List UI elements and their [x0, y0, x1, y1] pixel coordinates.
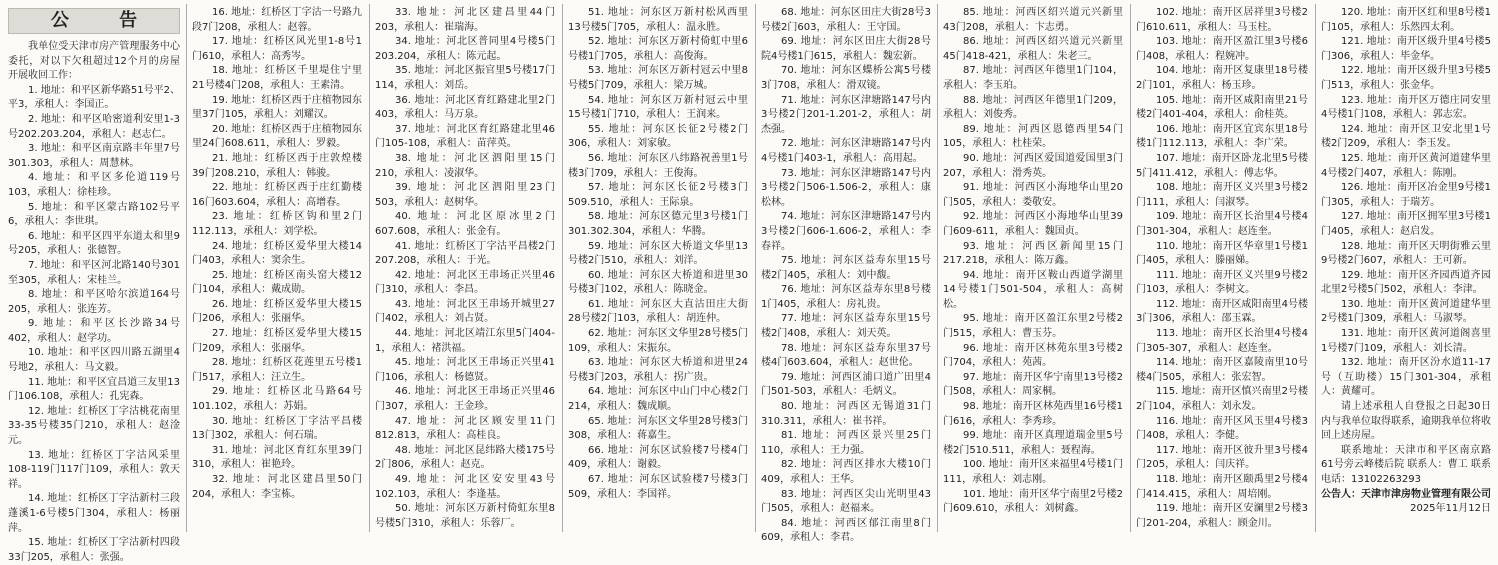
notice-entry: 128. 地址：南开区天明街雅云里9号楼2门607，承租人：王可新。 — [1321, 240, 1491, 267]
notice-entry: 94. 地址：南开区鞍山西道学湖里14号楼1门501-504，承租人：高树松。 — [943, 269, 1123, 310]
column-divider — [937, 4, 938, 532]
notice-entry: 24. 地址：红桥区爱华里大楼14门403，承租人：窦余生。 — [192, 240, 362, 267]
notice-entry: 59. 地址：河东区大桥道文华里13号楼2门510，承租人：刘洋。 — [568, 240, 748, 267]
notice-entry: 43. 地址：河北区王串场开城里27门402，承租人：刘占贤。 — [375, 298, 555, 325]
notice-entry: 54. 地址：河东区万新村冠云中里15号楼1门710，承租人：王润来。 — [568, 94, 748, 121]
notice-entry: 45. 地址：河北区王串场正兴里41门106，承租人：杨德贤。 — [375, 357, 555, 383]
notice-entry: 67. 地址：河东区试验楼7号楼3门509，承租人：李国祥。 — [568, 474, 748, 500]
notice-entry: 20. 地址：红桥区西于庄植物园东里24门608.611，承租人：罗毅。 — [192, 123, 362, 150]
notice-entry: 132. 地址：南开区汾水道11-17号（互助楼）15门301-304，承租人：黄耀可。 — [1321, 357, 1491, 398]
notice-entry: 80. 地址：河西区无锡道31门310.311，承租人：崔书祥。 — [761, 401, 931, 427]
notice-entry: 52. 地址：河东区万新村倚虹中里6号楼1门705，承租人：高俊海。 — [568, 36, 748, 62]
notice-entry: 74. 地址：河东区津塘路147号内3号楼2门606-1.606-2，承租人：李春祥。 — [761, 211, 931, 252]
column-6 — [943, 6, 1123, 532]
column-4 — [568, 6, 748, 532]
notice-entry: 57. 地址：河东区长征2号楼3门509.510，承租人：王际泉。 — [568, 182, 748, 208]
notice-entry: 30. 地址：红桥区丁字沽平昌楼13门302，承租人：何石瑞。 — [192, 415, 362, 442]
notice-entry: 84. 地址：河西区郁江南里8门609，承租人：李君。 — [761, 517, 931, 544]
column-divider — [369, 4, 370, 532]
notice-entry: 90. 地址：河西区爱国道爱国里3门207，承租人：滑秀英。 — [943, 152, 1123, 179]
notice-entry: 56. 地址：河东区八纬路祝善里1号楼3门709，承租人：王俊海。 — [568, 152, 748, 179]
notice-entry: 97. 地址：南开区华宁南里13号楼2门508，承租人：周家桐。 — [943, 371, 1123, 398]
notice-entry: 105. 地址：南开区咸阳南里21号楼2门401-404，承租人：俞桂英。 — [1136, 94, 1308, 121]
notice-entry: 78. 地址：河东区益寿东里37号楼4门603.604，承租人：赵世伦。 — [761, 342, 931, 369]
notice-entry: 71. 地址：河东区津塘路147号内3号楼2门201-1.201-2，承租人：胡杰强。 — [761, 94, 931, 135]
notice-entry: 65. 地址：河东区文华里28号楼3门308，承租人：蒋嘉生。 — [568, 415, 748, 442]
notice-entry: 44. 地址：河北区靖江东里5门404-1，承租人：褚洪福。 — [375, 328, 555, 354]
notice-entry: 83. 地址：河西区尖山光明里43门505，承租人：赵福来。 — [761, 488, 931, 515]
notice-entry: 66. 地址：河东区试验楼7号楼4门409，承租人：谢毅。 — [568, 444, 748, 471]
notice-entry: 50. 地址：河东区万新村倚虹东里8号楼5门310，承租人：乐蓉厂。 — [375, 503, 555, 529]
notice-entry: 70. 地址：河东区蝶桥公寓5号楼3门708，承租人：滑双镜。 — [761, 65, 931, 91]
notice-entry: 103. 地址：南开区盈江里3号楼6门408，承租人：程婉冲。 — [1136, 36, 1308, 62]
notice-entry: 58. 地址：河东区德元里3号楼1门301.302.304，承租人：华腾。 — [568, 211, 748, 237]
notice-entry: 51. 地址：河东区万新村松风西里13号楼5门705，承租人：温永胜。 — [568, 7, 748, 33]
notice-entry: 33. 地址：河北区建昌里44门203，承租人：崔瑞海。 — [375, 7, 555, 33]
notice-entry: 122. 地址：南开区级升里3号楼5门513，承租人：张金华。 — [1321, 65, 1491, 91]
notice-entry: 46. 地址：河北区王串场正兴里46门307，承租人：王金珍。 — [375, 386, 555, 413]
column-3 — [375, 6, 555, 532]
notice-entry: 27. 地址：红桥区爱华里大楼15门209，承租人：张丽华。 — [192, 328, 362, 354]
notice-entry: 115. 地址：南开区慎兴南里2号楼2门104，承租人：刘永发。 — [1136, 386, 1308, 413]
notice-entry: 123. 地址：南开区万德庄同安里4号楼1门108，承租人：郭志宏。 — [1321, 94, 1491, 121]
column-divider — [1315, 4, 1316, 532]
notice-entry: 7. 地址：和平区河北路140号301至305，承租人：宋桂兰。 — [8, 259, 180, 286]
column-divider — [755, 4, 756, 532]
notice-entry: 8. 地址：和平区哈尔滨道164号205，承租人：张连芳。 — [8, 289, 180, 315]
notice-entry: 96. 地址：南开区林苑东里3号楼2门704，承租人：苑茜。 — [943, 342, 1123, 369]
notice-entry: 85. 地址：河西区绍兴道元兴新里43门208，承租人：卞志勇。 — [943, 7, 1123, 33]
notice-entry: 16. 地址：红桥区丁字沽一号路九段7门208，承租人：赵蓉。 — [192, 7, 362, 33]
notice-entry: 42. 地址：河北区王串场正兴里46门310，承租人：李昌。 — [375, 269, 555, 296]
notice-entry: 121. 地址：南开区级升里4号楼5门306，承租人：毕金华。 — [1321, 36, 1491, 62]
notice-entry: 5. 地址：和平区蒙古路102号平6，承租人：李世琪。 — [8, 201, 180, 228]
notice-entry: 99. 地址：南开区真理道瑞金里5号楼2门510.511，承租人：聂程海。 — [943, 430, 1123, 456]
notice-entry: 35. 地址：河北区振官里5号楼17门114，承租人：刘岳。 — [375, 65, 555, 91]
notice-entry: 64. 地址：河东区中山门中心楼2门214，承租人：魏成顺。 — [568, 386, 748, 413]
notice-entry: 127. 地址：南开区拥军里3号楼1门405，承租人：赵启发。 — [1321, 211, 1491, 237]
notice-entry: 110. 地址：南开区华章里1号楼1门405，承租人：滕丽娣。 — [1136, 240, 1308, 267]
notice-entry: 120. 地址：南开区红和里8号楼1门105，承租人：乐然四太利。 — [1321, 7, 1491, 33]
column-1 — [8, 6, 180, 563]
notice-entry: 4. 地址：和平区多伦道119号103，承租人：徐桂珍。 — [8, 172, 180, 198]
notice-entry: 77. 地址：河东区益寿东里15号楼2门408，承租人：刘天英。 — [761, 313, 931, 340]
notice-entry: 76. 地址：河东区益寿东里8号楼1门405，承租人：房礼贵。 — [761, 284, 931, 310]
notice-entry: 47. 地址：河北区顾安里11门812.813，承租人：高桂良。 — [375, 415, 555, 442]
notice-entry: 29. 地址：红桥区北马路64号101.102，承租人：苏娟。 — [192, 386, 362, 413]
notice-entry: 125. 地址：南开区黄河道建华里4号楼2门407，承租人：陈刚。 — [1321, 152, 1491, 179]
notice-entry: 92. 地址：河西区小海地华山里39门609-611，承租人：魏国贞。 — [943, 211, 1123, 237]
notice-entry: 79. 地址：河西区浦口道广田里4门501-503，承租人：毛炳义。 — [761, 371, 931, 398]
notice-entry: 22. 地址：红桥区西于庄红勤楼16门603.604，承租人：高增春。 — [192, 182, 362, 208]
notice-entry: 111. 地址：南开区义兴里9号楼2门103，承租人：李树文。 — [1136, 269, 1308, 296]
notice-entry: 63. 地址：河东区大桥道和进里24号楼3门203，承租人：拐广贵。 — [568, 357, 748, 383]
column-2 — [192, 6, 362, 532]
notice-entry: 82. 地址：河西区排水大楼10门409，承租人：王华。 — [761, 459, 931, 485]
notice-entry: 91. 地址：河西区小海地华山里20门505，承租人：娄敬安。 — [943, 182, 1123, 208]
notice-entry: 40. 地址：河北区原冰里2门607.608，承租人：张金有。 — [375, 211, 555, 237]
notice-entry: 15. 地址：红桥区丁字沽新村四段33门205，承租人：张强。 — [8, 537, 180, 563]
notice-entry: 2. 地址：和平区哈密道利安里1-3号202.203.204，承租人：赵志仁。 — [8, 113, 180, 140]
notice-entry: 72. 地址：河东区津塘路147号内4号楼1门403-1，承租人：高用起。 — [761, 138, 931, 164]
notice-entry: 25. 地址：红桥区南头窑大楼12门104，承租人：戴成勋。 — [192, 269, 362, 296]
notice-entry: 1. 地址：和平区新华路51号平2、平3，承租人：李国正。 — [8, 84, 180, 111]
notice-entry: 124. 地址：南开区卫安北里1号楼2门209，承租人：李玉发。 — [1321, 123, 1491, 150]
notice-entry: 100. 地址：南开区来福里4号楼1门111，承租人：刘志刚。 — [943, 459, 1123, 485]
notice-entry: 117. 地址：南开区彼升里3号楼4门205，承租人：闫庆祥。 — [1136, 444, 1308, 471]
notice-entry: 101. 地址：南开区华宁南里2号楼2门609.610，承租人：刘树鑫。 — [943, 488, 1123, 515]
notice-entry: 26. 地址：红桥区爱华里大楼15门206，承租人：张丽华。 — [192, 298, 362, 325]
column-divider — [1130, 4, 1131, 532]
notice-entry: 36. 地址：河北区育红路建北里2门403，承租人：马万泉。 — [375, 94, 555, 121]
notice-entry: 9. 地址：和平区长沙路34号402，承租人：赵学功。 — [8, 318, 180, 344]
notice-entry: 61. 地址：河东区大直沽田庄大街28号楼2门103，承租人：胡连仲。 — [568, 298, 748, 325]
notice-title: 公 告 — [8, 8, 180, 34]
notice-entry: 53. 地址：河东区万新村冠云中里8号楼5门709，承租人：梁万城。 — [568, 65, 748, 91]
notice-entry: 104. 地址：南开区复康里18号楼2门101，承租人：杨玉珍。 — [1136, 65, 1308, 91]
notice-entry: 126. 地址：南开区冶金里9号楼1门305，承租人：于瑞芳。 — [1321, 182, 1491, 208]
notice-signature: 公告人：天津市津房物业管理有限公司 — [1321, 488, 1491, 500]
notice-entry: 23. 地址：红桥区钩和里2门112.113，承租人：刘学松。 — [192, 211, 362, 237]
notice-entry: 49. 地址：河北区安安里43号102.103，承租人：李逢基。 — [375, 474, 555, 500]
notice-entry: 116. 地址：南开区风玉里4号楼3门408，承租人：李健。 — [1136, 415, 1308, 442]
notice-entry: 113. 地址：南开区长治里4号楼4门305-307，承租人：赵连奎。 — [1136, 328, 1308, 354]
notice-entry: 41. 地址：红桥区丁字沽平昌楼2门207.208，承租人：于光。 — [375, 240, 555, 267]
notice-entry: 34. 地址：河北区普同里4号楼5门203.204，承租人：陈元起。 — [375, 36, 555, 62]
notice-entry: 81. 地址：河西区景兴里25门110，承租人：王力强。 — [761, 430, 931, 456]
notice-entry: 114. 地址：南开区嘉陵南里10号楼4门505，承租人：张宏智。 — [1136, 357, 1308, 383]
notice-entry: 86. 地址：河西区绍兴道元兴新里45门418-421，承租人：朱老三。 — [943, 36, 1123, 62]
notice-entry: 68. 地址：河东区田庄大街28号3号楼2门603，承租人：王守国。 — [761, 7, 931, 33]
notice-entry: 32. 地址：河北区建昌里50门204，承租人：李宝栋。 — [192, 474, 362, 500]
notice-entry: 14. 地址：红桥区丁字沽新村三段蓬溪1-6号楼5门304，承租人：杨丽萍。 — [8, 493, 180, 534]
notice-entry: 129. 地址：南开区齐园西道齐园北里2号楼5门502，承租人：李津。 — [1321, 269, 1491, 296]
notice-entry: 69. 地址：河东区田庄大街28号院4号楼1门615，承租人：魏宏新。 — [761, 36, 931, 62]
column-5 — [761, 6, 931, 544]
notice-entry: 39. 地址：河北区泗阳里23门503，承租人：赵树华。 — [375, 182, 555, 208]
notice-entry: 3. 地址：和平区南京路丰年里7号301.303，承租人：周慧林。 — [8, 143, 180, 169]
notice-intro: 我单位受天津市房产管理服务中心委托，对以下欠租超过12个月的房屋开展收回工作： — [8, 41, 180, 82]
notice-entry: 60. 地址：河东区大桥道和进里30号楼3门102，承租人：陈晓金。 — [568, 269, 748, 296]
notice-entry: 102. 地址：南开区居祥里3号楼2门610.611，承租人：马玉柱。 — [1136, 7, 1308, 33]
notice-entry: 17. 地址：红桥区风光里1-8号1门610，承租人：高秀岑。 — [192, 36, 362, 62]
notice-entry: 19. 地址：红桥区西于庄植物园东里37门105，承租人：刘耀汉。 — [192, 94, 362, 121]
notice-entry: 18. 地址：红桥区千里堤住宁里21号楼4门208，承租人：王素清。 — [192, 65, 362, 91]
notice-entry: 118. 地址：南开区颐禹里2号楼4门414.415，承租人：周培刚。 — [1136, 474, 1308, 500]
notice-entry: 95. 地址：南开区盈江东里2号楼2门515，承租人：曹玉芬。 — [943, 313, 1123, 340]
notice-entry: 73. 地址：河东区津塘路147号内3号楼2门506-1.506-2，承租人：康松林。 — [761, 167, 931, 208]
notice-entry: 21. 地址：红桥区西于庄敦煌楼39门208.210，承租人：韩骏。 — [192, 152, 362, 179]
notice-entry: 12. 地址：红桥区丁字沽桃花南里33-35号楼35门210，承租人：赵淦元。 — [8, 405, 180, 447]
notice-entry: 88. 地址：河西区年德里1门209，承租人：刘俊秀。 — [943, 94, 1123, 121]
notice-entry: 10. 地址：和平区四川路五湖里4号地2，承租人：马文毅。 — [8, 347, 180, 374]
notice-entry: 37. 地址：河北区育红路建北里46门105-108，承租人：苗萍英。 — [375, 123, 555, 150]
notice-entry: 75. 地址：河东区益寿东里15号楼2门405，承租人：刘中馥。 — [761, 255, 931, 281]
notice-entry: 13. 地址：红桥区丁字沽风采里108-119门117门109，承租人：敦天祥。 — [8, 449, 180, 490]
notice-entry: 62. 地址：河东区文华里28号楼5门109，承租人：宋振东。 — [568, 328, 748, 354]
notice-entry: 31. 地址：河北区育红东里39门310，承租人：崔艳玲。 — [192, 444, 362, 471]
notice-entry: 38. 地址：河北区泗阳里15门210，承租人：凌淑华。 — [375, 152, 555, 179]
notice-entry: 48. 地址：河北区昆纬路大楼175号2门806，承租人：赵克。 — [375, 444, 555, 471]
notice-entry: 28. 地址：红桥区花莲里五号楼1门517，承租人：汪立生。 — [192, 357, 362, 383]
notice-entry: 6. 地址：和平区四平东道太和里9号205，承租人：张德智。 — [8, 230, 180, 257]
notice-entry: 119. 地址：南开区安澜里2号楼3门201-204，承租人：顾金川。 — [1136, 503, 1308, 529]
column-divider — [562, 4, 563, 532]
notice-entry: 130. 地址：南开区黄河道建华里2号楼1门309，承租人：马淑琴。 — [1321, 298, 1491, 325]
notice-entry: 107. 地址：南开区卧龙北里5号楼5门411.412，承租人：傅志华。 — [1136, 152, 1308, 179]
column-8 — [1321, 6, 1491, 532]
notice-entry: 131. 地址：南开区黄河道阁喜里1号楼7门109，承租人：刘长清。 — [1321, 328, 1491, 354]
notice-date: 2025年11月12日 — [1410, 503, 1491, 515]
notice-entry: 93. 地址：河西区新闻里15门217.218，承租人：陈万鑫。 — [943, 240, 1123, 267]
notice-contact: 联系地址：天津市和平区南京路61号旁云峰楼后院 联系人：曹工 联系电话：13102263293 — [1321, 444, 1491, 485]
notice-entry: 87. 地址：河西区年德里1门104，承租人：李玉珀。 — [943, 65, 1123, 91]
notice-entry: 55. 地址：河东区长征2号楼2门306，承租人：刘家敏。 — [568, 123, 748, 150]
notice-entry: 98. 地址：南开区林苑西里16号楼1门616，承租人：李秀珍。 — [943, 401, 1123, 427]
notice-entry: 11. 地址：和平区宜昌道三友里13门106.108，承租人：孔宪森。 — [8, 376, 180, 403]
notice-entry: 106. 地址：南开区宜宾东里18号楼1门112.113，承租人：李广荣。 — [1136, 123, 1308, 150]
column-divider — [186, 4, 187, 532]
notice-entry: 109. 地址：南开区长治里4号楼4门301-304，承租人：赵连奎。 — [1136, 211, 1308, 237]
notice-entry: 112. 地址：南开区咸阳南里4号楼3门306，承租人：邵玉霖。 — [1136, 298, 1308, 325]
notice-closing: 请上述承租人自登报之日起30日内与我单位取得联系，逾期我单位将收回上述房屋。 — [1321, 401, 1491, 442]
notice-entry: 89. 地址：河西区恩德西里54门105，承租人：杜桂荣。 — [943, 123, 1123, 150]
notice-entry: 108. 地址：南开区义兴里3号楼2门111，承租人：闫淑琴。 — [1136, 182, 1308, 208]
column-7 — [1136, 6, 1308, 532]
